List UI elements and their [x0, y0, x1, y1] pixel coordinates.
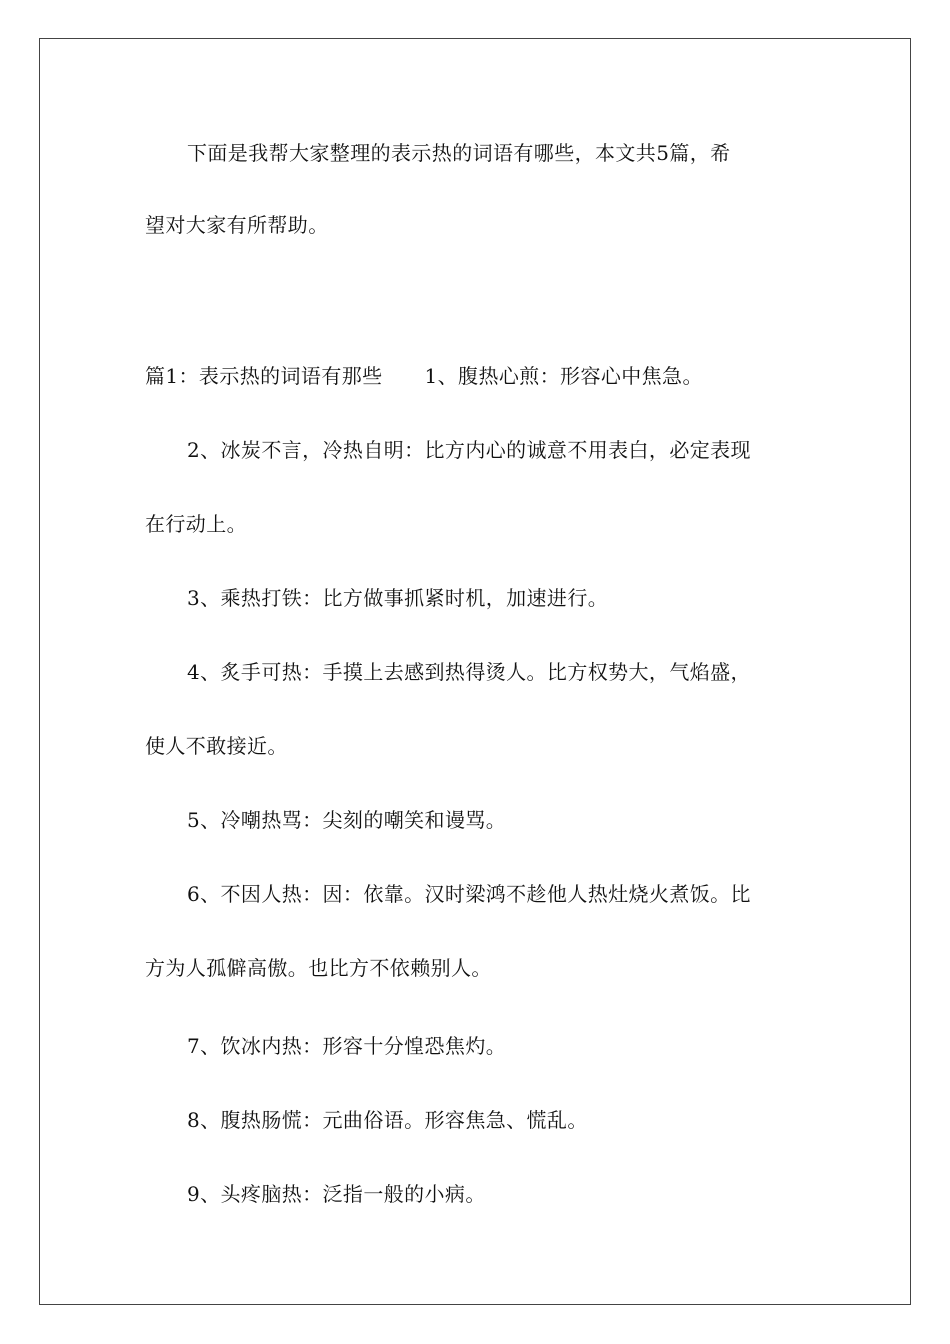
list-item-7: 7、饮冰内热：形容十分惶恐焦灼。 — [187, 1034, 507, 1058]
intro-line-1: 下面是我帮大家整理的表示热的词语有哪些，本文共5篇，希 — [187, 141, 731, 165]
list-item-2-line-2: 在行动上。 — [145, 512, 247, 536]
list-item-6-line-1: 6、不因人热：因：依靠。汉时梁鸿不趁他人热灶烧火煮饭。比 — [187, 882, 751, 906]
list-item-2-line-1: 2、冰炭不言，冷热自明：比方内心的诚意不用表白，必定表现 — [187, 438, 751, 462]
section-heading-line — [145, 362, 703, 390]
section-heading: 篇1：表示热的词语有那些 — [145, 364, 383, 388]
list-item-6-line-2: 方为人孤僻高傲。也比方不依赖别人。 — [145, 956, 492, 980]
list-item-8: 8、腹热肠慌：元曲俗语。形容焦急、慌乱。 — [187, 1108, 588, 1132]
list-item-9: 9、头疼脑热：泛指一般的小病。 — [187, 1182, 486, 1206]
list-item-5: 5、冷嘲热骂：尖刻的嘲笑和谩骂。 — [187, 808, 507, 832]
list-item-4-line-2: 使人不敢接近。 — [145, 734, 288, 758]
list-item-3: 3、乘热打铁：比方做事抓紧时机，加速进行。 — [187, 586, 609, 610]
list-item-4-line-1: 4、炙手可热：手摸上去感到热得烫人。比方权势大，气焰盛， — [187, 660, 751, 684]
list-item-1: 1、腹热心煎：形容心中焦急。 — [424, 364, 703, 388]
intro-line-2: 望对大家有所帮助。 — [145, 213, 329, 237]
